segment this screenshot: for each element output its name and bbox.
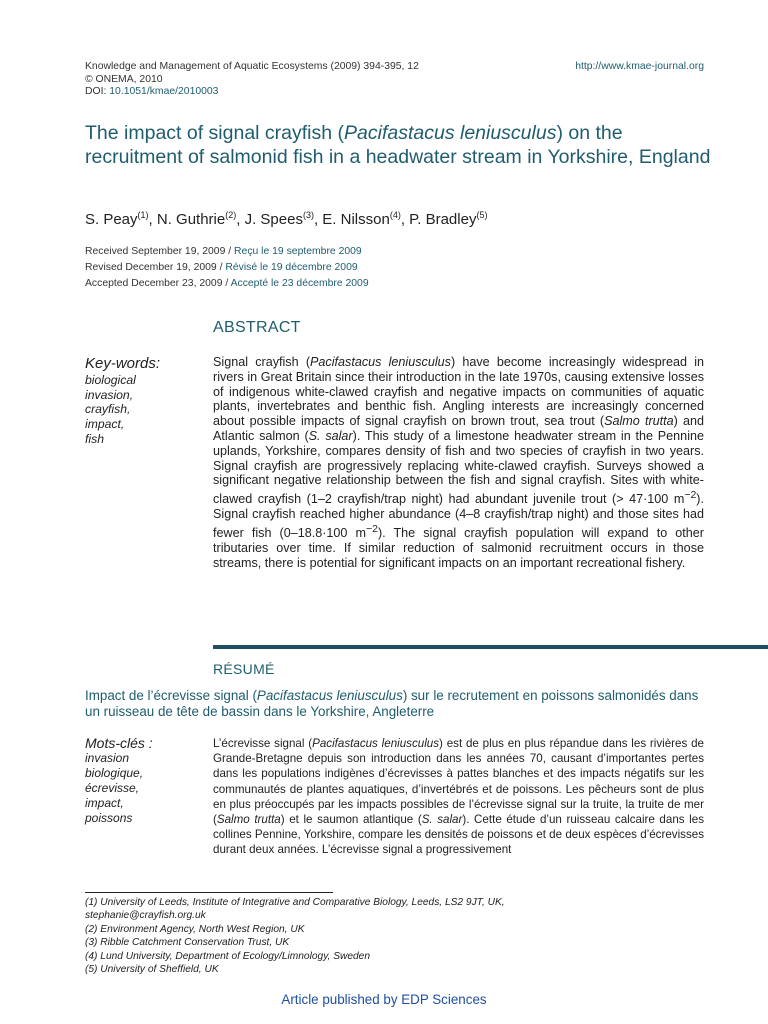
resume-body (213, 736, 704, 858)
footnote-email[interactable]: stephanie@crayfish.org.uk (85, 910, 206, 922)
resume-text: ) et le saumon atlantique ( (280, 813, 422, 827)
abstract-heading: ABSTRACT (213, 319, 301, 336)
footnote: (4) Lund University, Department of Ecology/Limnology, Sweden (85, 950, 371, 962)
footnote: (1) University of Leeds, Institute of Integrative and Comparative Biology, Leeds, LS2 9JT, UK, (85, 897, 505, 908)
resume-text: ) est de plus en plus répandue dans les rivières de Grande-Bretagne depuis son introduction dans les années 70, causant d’importantes pertes dans les populations indigènes d’écrevisses à pattes blanches et des impacts négatifs sur les communautés de plantes aquatiques, d’invertébrés et de poissons. Les pêcheurs sont de plus en plus préoccupés par les impacts possibles de l’écrevisse signal sur la truite, la truite de mer ( (213, 737, 704, 827)
resume-title (85, 688, 710, 719)
copyright-line: © ONEMA, 2010 (85, 73, 163, 85)
author-affil: (5) (476, 210, 488, 220)
abstract-body (213, 355, 704, 571)
author-affil: (1) (137, 210, 149, 220)
abstract-text: ). Signal crayfish reached higher abundance (4–8 crayfish/trap night) and those sites had fewer fish (0–18.8·100 m (213, 492, 704, 541)
article-title (85, 122, 725, 169)
title-text-1: The impact of signal crayfish ( (85, 122, 345, 144)
journal-header (85, 61, 419, 99)
resume-heading: RÉSUMÉ (213, 661, 275, 677)
received-en: Received September 19, 2009 / (85, 246, 235, 257)
footnote: (2) Environment Agency, North West Region, UK (85, 923, 305, 935)
keyword: fish (85, 431, 104, 446)
abstract-text: ) and Atlantic salmon ( (213, 414, 704, 443)
footnote: (5) University of Sheffield, UK (85, 964, 219, 976)
resume-text: L’écrevisse signal ( (213, 737, 313, 750)
doi-link[interactable]: 10.1051/kmae/2010003 (109, 86, 219, 98)
accepted-date (85, 276, 369, 292)
motcle: biologique, (85, 766, 144, 781)
author-list: S. Peay$^{(1)}$, N. Guthrie$^{(2)}$, J. Spees$^{(3)}$, E. Nilsson$^{(4)}$, P. Bradley$^{(5)}$ (85, 210, 488, 228)
revised-date (85, 260, 369, 276)
author: E. Nilsson (322, 211, 390, 228)
resume-title-text: ) sur le recrutement en poissons salmonidés dans un ruisseau de tête de bassin dans le Yorkshire, Angleterre (85, 688, 699, 719)
author-affil: (4) (389, 210, 401, 220)
journal-url-link[interactable]: http://www.kmae-journal.org (575, 61, 704, 72)
revised-en: Revised December 19, 2009 / (85, 262, 226, 273)
title-species: Pacifastacus leniusculus (344, 122, 557, 144)
keywords-heading: Key-words: (85, 355, 161, 372)
author: J. Spees (244, 211, 303, 228)
abstract-sup: −2 (365, 522, 378, 535)
motcle: invasion (85, 751, 130, 765)
author: S. Peay (85, 211, 138, 228)
footnote-rule (85, 892, 333, 893)
footnotes (85, 896, 505, 976)
footnote: (3) Ribble Catchment Conservation Trust, UK (85, 937, 290, 949)
keyword: biological (85, 373, 136, 387)
abstract-italic: Salmo trutta (604, 414, 674, 429)
motcle: impact, (85, 796, 124, 811)
motscles-heading: Mots-clés : (85, 735, 153, 751)
abstract-italic: S. salar (308, 428, 353, 443)
abstract-text: ). The signal crayfish population will expand to other tributaries over time. If similar reduction of salmonid recruitment occurs in those streams, there is potential for significant impacts on an important recreational fishery. (213, 526, 704, 570)
accepted-fr: Accepté le 23 décembre 2009 (230, 278, 369, 289)
doi-line (85, 86, 419, 99)
author-affil: (2) (225, 210, 237, 220)
abstract-sup: −2 (684, 489, 697, 502)
resume-italic: Salmo trutta (216, 813, 281, 827)
doi-label: DOI: (85, 86, 107, 98)
received-fr: Reçu le 19 septembre 2009 (234, 246, 362, 257)
publisher-footer[interactable]: Article published by EDP Sciences (281, 992, 487, 1007)
motscles-list (85, 751, 143, 826)
resume-title-text: Impact de l’écrevisse signal ( (85, 688, 257, 703)
resume-italic: S. salar (421, 813, 463, 827)
keyword: crayfish, (85, 402, 131, 417)
keyword: invasion, (85, 387, 134, 402)
title-text-2: ) on the recruitment of salmonid fish in a headwater stream in Yorkshire, England (85, 122, 711, 168)
abstract-text: ) have become increasingly widespread in rivers in Great Britain since their introduction in the late 1970s, causing extensive losses of indigenous white-clawed crayfish and negative impacts on communities of aquatic plants, invertebrates and benthic fish. Angling interests are increasingly concerned about possible impacts of signal crayfish on brown trout, sea trout ( (213, 355, 705, 429)
author: N. Guthrie (156, 211, 226, 228)
keyword: impact, (85, 417, 125, 432)
accepted-en: Accepted December 23, 2009 / (85, 278, 231, 289)
section-divider (213, 645, 768, 649)
revised-fr: Révisé le 19 décembre 2009 (225, 262, 358, 273)
resume-text: ). Cette étude d’un ruisseau calcaire dans les collines Pennine, Yorkshire, compare les densités de poissons et de deux espèces d’écrevisses durant deux années. L’écrevisse signal a progressivement (213, 813, 704, 857)
motcle: poissons (85, 811, 133, 826)
author-affil: (3) (302, 210, 314, 220)
author: P. Bradley (409, 211, 477, 228)
journal-citation: Knowledge and Management of Aquatic Ecosystems (2009) 394-395, 12 (85, 61, 419, 72)
resume-title-species: Pacifastacus leniusculus (256, 688, 403, 703)
abstract-italic: Pacifastacus leniusculus (310, 355, 451, 369)
received-date (85, 244, 369, 260)
keywords-list (85, 373, 136, 447)
motcle: écrevisse, (85, 781, 140, 796)
abstract-text: Signal crayfish ( (213, 355, 311, 369)
article-dates (85, 244, 369, 292)
abstract-text: ). This study of a limestone headwater stream in the Pennine uplands, Yorkshire, compares density of fish and two species of crayfish in two years. Signal crayfish are progressively replacing white-clawed crayfish. Surveys showed a significant negative relationship between the fish and signal crayfish. Sites with white-clawed crayfish (1–2 crayfish/trap night) had abundant juvenile trout (> 47·100 m (213, 428, 704, 507)
resume-italic: Pacifastacus leniusculus (312, 737, 440, 750)
